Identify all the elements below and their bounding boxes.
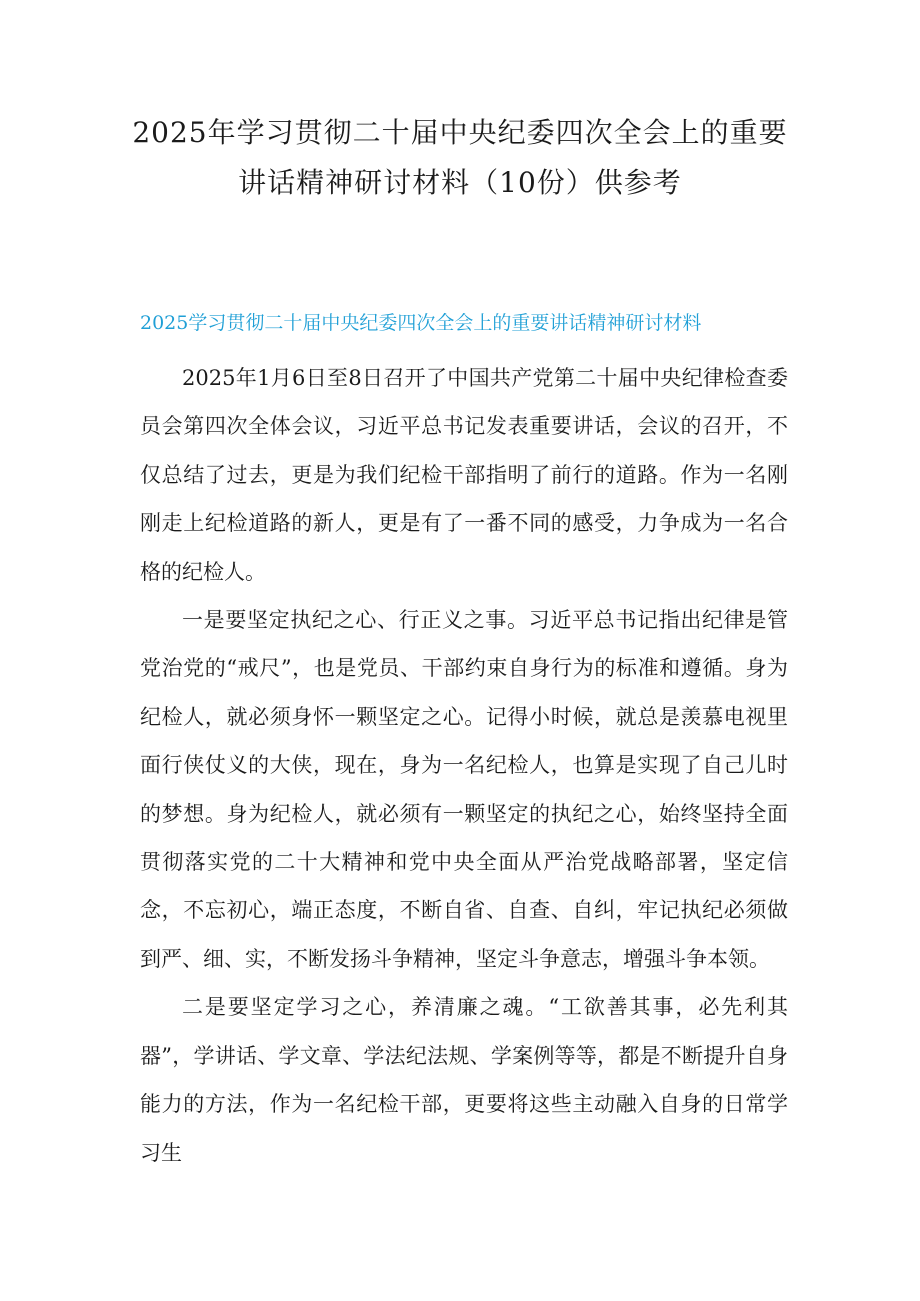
document-title — [120, 108, 800, 208]
section-heading: 2025学习贯彻二十届中央纪委四次全会上的重要讲话精神研讨材料 — [140, 312, 702, 334]
paragraph-point-two: 二是要坚定学习之心，养清廉之魂。“工欲善其事，必先利其器”，学讲话、学文章、学法纪法规、学案例等等，都是不断提升自身能力的方法，作为一名纪检干部，更要将这些主动融入自身的日常学习生 — [140, 995, 788, 1165]
document-body — [140, 354, 788, 1177]
document-title-line-2: 讲话精神研讨材料（10份）供参考 — [238, 166, 682, 199]
document-title-line-1: 2025年学习贯彻二十届中央纪委四次全会上的重要 — [132, 116, 788, 149]
paragraph-point-one: 一是要坚定执纪之心、行正义之事。习近平总书记指出纪律是管党治党的“戒尺”，也是党员、干部约束自身行为的标准和遵循。身为纪检人，就必须身怀一颗坚定之心。记得小时候，就总是羡慕电视里面行侠仗义的大侠，现在，身为一名纪检人，也算是实现了自己儿时的梦想。身为纪检人，就必须有一颗坚定的执纪之心，始终坚持全面贯彻落实党的二十大精神和党中央全面从严治党战略部署，坚定信念，不忘初心，端正态度，不断自省、自查、自纠，牢记执纪必须做到严、细、实，不断发扬斗争精神，坚定斗争意志，增强斗争本领。 — [140, 608, 788, 971]
paragraph-intro: 2025年1月6日至8日召开了中国共产党第二十届中央纪律检查委员会第四次全体会议，习近平总书记发表重要讲话，会议的召开，不仅总结了过去，更是为我们纪检干部指明了前行的道路。作为一名刚刚走上纪检道路的新人，更是有了一番不同的感受，力争成为一名合格的纪检人。 — [140, 366, 788, 584]
